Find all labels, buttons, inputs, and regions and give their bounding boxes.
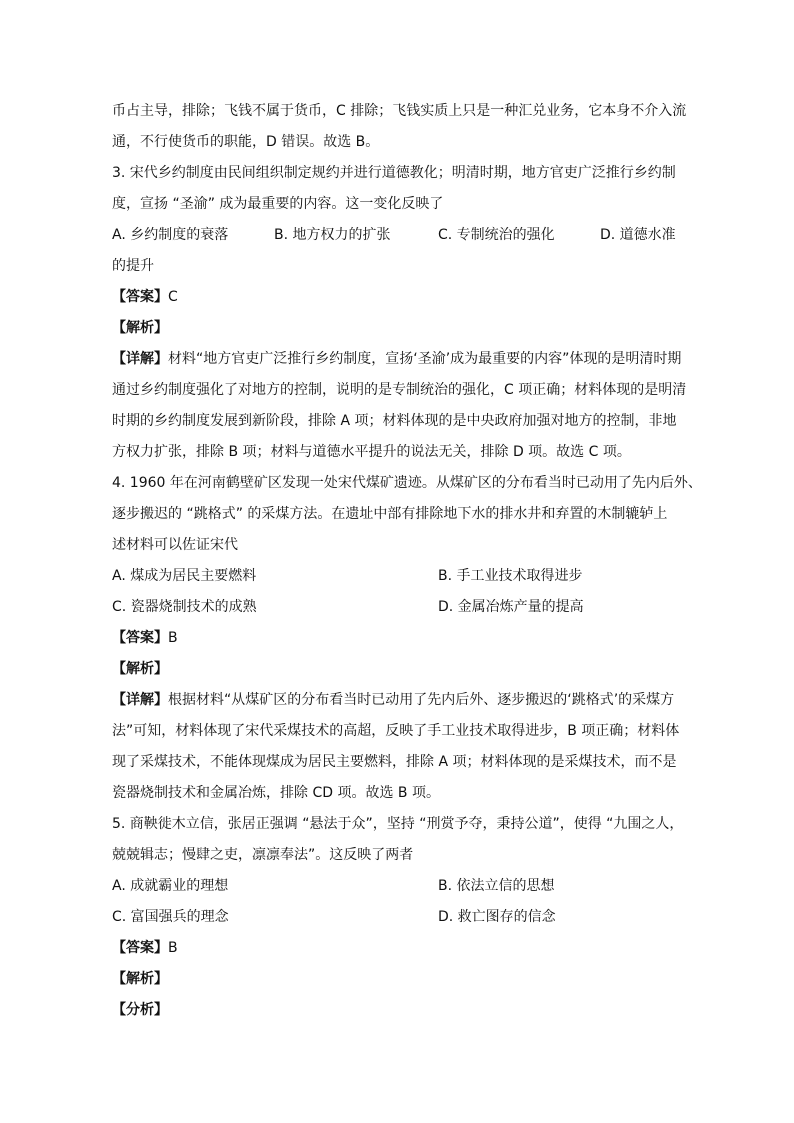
answer-tag: 【答案】 <box>112 940 168 956</box>
option-d: D. 救亡图存的信念 <box>438 909 556 925</box>
question-3 <box>112 158 687 468</box>
detail-text: 时期的乡约制度发展到新阶段，排除 A 项；材料体现的是中央政府加强对地方的控制，非地 <box>112 413 677 429</box>
answer-tag: 【答案】 <box>112 630 168 646</box>
analysis-tag: 【解析】 <box>112 320 168 336</box>
question-5 <box>112 809 682 1026</box>
detail-text: 瓷器烧制技术和金属冶炼，排除 CD 项。故选 B 项。 <box>112 785 440 801</box>
answer-value: C <box>168 289 178 305</box>
analysis-tag: 【解析】 <box>112 661 168 677</box>
options-row <box>112 871 682 902</box>
option-d: D. 金属冶炼产量的提高 <box>438 599 584 615</box>
detail-text: 现了采煤技术，不能体现煤成为居民主要燃料，排除 A 项；材料体现的是采煤技术，而不是 <box>112 754 677 770</box>
question-stem: 逐步搬迟的 “跳格式” 的采煤方法。在遗址中部有排除地下水的排水井和弃置的木制辘轳上 <box>112 506 668 522</box>
previous-explanation <box>112 96 687 158</box>
answer-line <box>112 933 682 964</box>
document-page <box>112 96 702 1026</box>
detail-tag: 【详解】 <box>112 351 168 367</box>
option-d: D. 道德水准 <box>600 227 676 243</box>
question-stem: 兢兢辑志；慢肆之吏，凛凛奉法”。这反映了两者 <box>112 847 414 863</box>
options-row <box>112 561 682 592</box>
question-stem: 5. 商鞅徙木立信，张居正强调 “悬法于众”，坚持 “刑赏予夺，秉持公道”，使得 “九围之人， <box>112 816 684 832</box>
option-b: B. 手工业技术取得进步 <box>438 568 583 584</box>
answer-line <box>112 623 682 654</box>
option-c: C. 瓷器烧制技术的成熟 <box>112 599 257 615</box>
detail-tag: 【详解】 <box>112 692 168 708</box>
question-stem: 4. 1960 年在河南鹤壁矿区发现一处宋代煤矿遗迹。从煤矿区的分布看当时已动用了先内后外、 <box>112 475 702 491</box>
detail-text: 通过乡约制度强化了对地方的控制，说明的是专制统治的强化，C 项正确；材料体现的是明清 <box>112 382 687 398</box>
option-a: A. 成就霸业的理想 <box>112 878 229 894</box>
analysis-tag: 【解析】 <box>112 971 168 987</box>
option-a: A. 乡约制度的衰落 <box>112 227 229 243</box>
option-c: C. 专制统治的强化 <box>438 227 555 243</box>
text-line: 币占主导，排除；飞钱不属于货币，C 排除；飞钱实质上只是一种汇兑业务，它本身不介入流 <box>112 103 687 119</box>
option-d-tail: 的提升 <box>112 258 154 274</box>
options-row <box>112 220 682 251</box>
options-row <box>112 592 682 623</box>
detail-line <box>112 685 682 716</box>
option-c: C. 富国强兵的理念 <box>112 909 229 925</box>
detail-text: 根据材料“从煤矿区的分布看当时已动用了先内后外、逐步搬迟的‘跳格式’的采煤方 <box>168 692 675 708</box>
option-b: B. 地方权力的扩张 <box>274 227 391 243</box>
option-b: B. 依法立信的思想 <box>438 878 555 894</box>
answer-line <box>112 282 682 313</box>
question-stem: 度，宣扬 “圣渝” 成为最重要的内容。这一变化反映了 <box>112 196 444 212</box>
answer-value: B <box>168 630 178 646</box>
detail-text: 方权力扩张，排除 B 项；材料与道德水平提升的说法无关，排除 D 项。故选 C 项。 <box>112 444 631 460</box>
analysis-sub-tag: 【分析】 <box>112 1002 168 1018</box>
question-4 <box>112 468 702 809</box>
question-stem: 3. 宋代乡约制度由民间组织制定规约并进行道德教化；明清时期，地方官吏广泛推行乡约制 <box>112 165 676 181</box>
answer-tag: 【答案】 <box>112 289 168 305</box>
question-stem: 述材料可以佐证宋代 <box>112 537 238 553</box>
option-a: A. 煤成为居民主要燃料 <box>112 568 257 584</box>
detail-text: 材料“地方官吏广泛推行乡约制度，宣扬‘圣渝’成为最重要的内容”体现的是明清时期 <box>168 351 682 367</box>
options-row <box>112 902 682 933</box>
detail-text: 法”可知，材料体现了宋代采煤技术的高超，反映了手工业技术取得进步，B 项正确；材料体 <box>112 723 680 739</box>
answer-value: B <box>168 940 178 956</box>
text-line: 通，不行使货币的职能，D 错误。故选 B。 <box>112 134 380 150</box>
detail-line <box>112 344 682 375</box>
